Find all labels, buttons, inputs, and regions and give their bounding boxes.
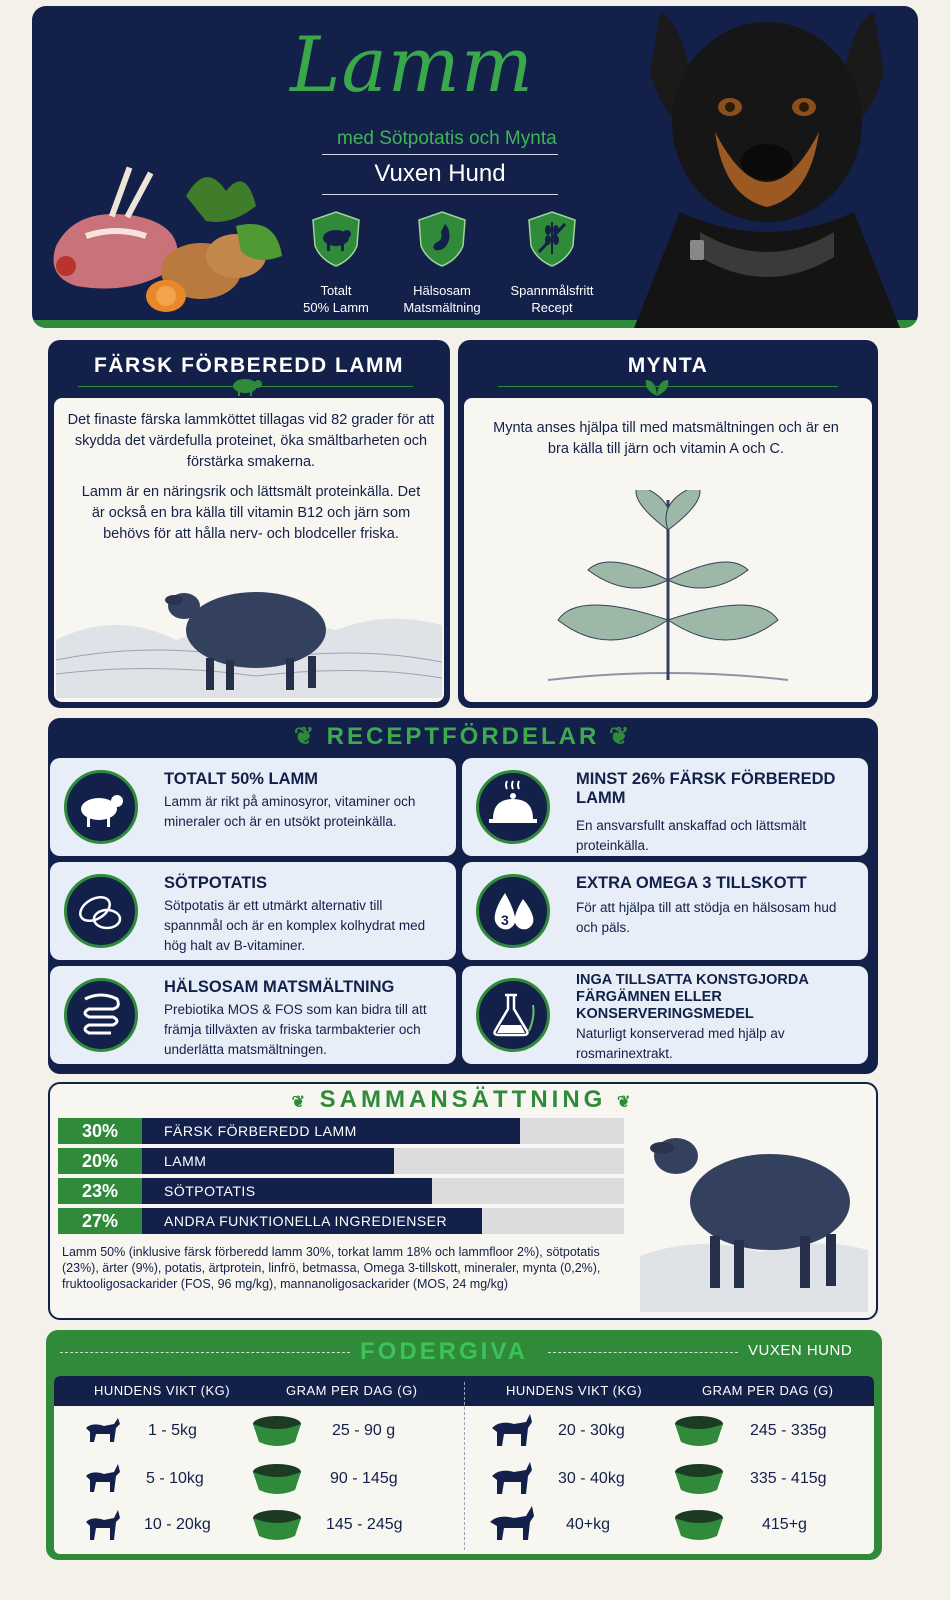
product-subtitle: med Sötpotatis och Mynta [337, 128, 557, 149]
sheep-icon [311, 210, 361, 268]
sheep-icon [64, 770, 138, 844]
composition-bar-percent: 23% [58, 1178, 142, 1204]
feeding-row [482, 1456, 862, 1502]
dog-icon [82, 1506, 122, 1544]
leaf-icon [642, 376, 672, 398]
food-bowl-icon [672, 1412, 726, 1448]
food-bowl-icon [672, 1460, 726, 1496]
mint-paragraph: Mynta anses hjälpa till med matsmältningen och är en bra källa till järn och vitamin A och C. [493, 420, 839, 457]
column-header-weight: HUNDENS VIKT (KG) [506, 1383, 643, 1398]
dog-weight: 1 - 5kg [148, 1422, 197, 1439]
badge-total-lamb [276, 210, 396, 316]
dog-icon [486, 1502, 538, 1544]
grams-per-day: 25 - 90 g [332, 1422, 396, 1439]
food-bowl-icon [250, 1412, 304, 1448]
leaf-icon: ❦ [609, 723, 633, 750]
grams-per-day: 145 - 245g [326, 1516, 403, 1533]
benefit-card [462, 966, 868, 1064]
benefit-title: HÄLSOSAM MATSMÄLTNING [164, 978, 395, 996]
benefit-card [462, 862, 868, 960]
composition-bar-label: SÖTPOTATIS [164, 1183, 256, 1199]
grams-per-day: 245 - 335g [750, 1422, 827, 1439]
food-bowl-icon [672, 1506, 726, 1542]
feeding-row [70, 1408, 450, 1454]
dog-icon [82, 1460, 122, 1496]
dog-weight: 20 - 30kg [558, 1422, 625, 1439]
flask-icon [476, 978, 550, 1052]
composition-title-text: SAMMANSÄTTNING [319, 1086, 607, 1113]
composition-bar [58, 1148, 624, 1174]
benefit-description: En ansvarsfullt anskaffad och lättsmält proteinkälla. [576, 818, 807, 853]
product-title: Lamm [290, 20, 534, 109]
divider [548, 1352, 738, 1353]
ingredient-list: Lamm 50% (inklusive färsk förberedd lamm 30%, torkat lamm 18% och lammfloor 2%), sötpotatis (23%), ärter (9%), potatis, ärtprotein, linfrö, betmassa, Omega 3-tillskott, mineraler, mynta (0,2%), fruktooligosackarider (FOS, 96 mg/kg), mannanoligosackarider (MOS, 24 mg/kg) [62, 1245, 601, 1291]
dog-weight: 5 - 10kg [146, 1470, 204, 1487]
food-bowl-icon [250, 1460, 304, 1496]
cloche-icon [476, 770, 550, 844]
panel-title: MYNTA [627, 354, 709, 377]
badge-grain-free [492, 210, 612, 316]
benefit-description: Sötpotatis är ett utmärkt alternativ till spannmål och är en komplex kolhydrat med hög halt av B-vitaminer. [164, 898, 426, 953]
benefit-description: Naturligt konserverad med hjälp av rosmarinextrakt. [576, 1026, 785, 1061]
grams-per-day: 335 - 415g [750, 1470, 827, 1487]
hero-banner [32, 6, 918, 328]
badge-label: Hälsosam Matsmältning [403, 283, 481, 315]
benefit-title: INGA TILLSATTA KONSTGJORDA FÄRGÄMNEN ELLER KONSERVERINGSMEDEL [576, 972, 809, 1022]
leaf-icon: ❦ [291, 1094, 309, 1111]
benefits-title-text: RECEPTFÖRDELAR [326, 723, 600, 750]
benefit-description: Prebiotika MOS & FOS som kan bidra till att främja tillväxten av friska tarmbakterier och underlätta matsmältningen. [164, 1002, 427, 1057]
composition-bar-label: ANDRA FUNKTIONELLA INGREDIENSER [164, 1213, 448, 1229]
food-bowl-icon [250, 1506, 304, 1542]
mint-plant-illustration [538, 490, 798, 694]
badge-label: Spannmålsfritt Recept [510, 283, 594, 315]
leaf-icon: ❦ [293, 723, 317, 750]
composition-bar-percent: 30% [58, 1118, 142, 1144]
benefit-card [50, 966, 456, 1064]
benefit-card [462, 758, 868, 856]
oil-drops-icon [476, 874, 550, 948]
doberman-image [620, 12, 914, 328]
feeding-subtitle: VUXEN HUND [748, 1342, 853, 1359]
lamb-paragraph-1: Det finaste färska lammköttet tillagas vid 82 grader för att skydda det värdefulla proteinet, öka smältbarheten och förstärka smakerna. [67, 412, 435, 470]
composition-bar-percent: 20% [58, 1148, 142, 1174]
dog-weight: 10 - 20kg [144, 1516, 211, 1533]
composition-title [48, 1086, 878, 1114]
sheep-icon [230, 376, 264, 396]
sheep-illustration [640, 1116, 868, 1312]
column-header-weight: HUNDENS VIKT (KG) [94, 1383, 231, 1398]
lamb-paragraph-2: Lamm är en näringsrik och lättsmält proteinkälla. Det är också en bra källa till vitamin B12 och järn som behövs för att hålla nerv- och blodceller friska. [81, 484, 421, 542]
divider [322, 194, 558, 195]
grain-free-icon [527, 210, 577, 268]
product-life-stage: Vuxen Hund [374, 160, 506, 187]
feeding-row [70, 1502, 450, 1548]
leaf-icon: ❦ [617, 1094, 635, 1111]
svg-text:3: 3 [501, 912, 509, 928]
composition-bar-label: FÄRSK FÖRBEREDD LAMM [164, 1123, 357, 1139]
dog-icon [82, 1414, 122, 1448]
composition-bar-label: LAMM [164, 1153, 207, 1169]
benefit-title: MINST 26% FÄRSK FÖRBEREDD LAMM [576, 770, 836, 807]
feeding-title: FODERGIVA [360, 1338, 528, 1365]
sheep-illustration [56, 570, 442, 698]
dog-weight: 30 - 40kg [558, 1470, 625, 1487]
benefit-title: EXTRA OMEGA 3 TILLSKOTT [576, 874, 807, 892]
divider [322, 154, 558, 155]
sweet-potato-icon [64, 874, 138, 948]
composition-bar [58, 1118, 624, 1144]
divider [60, 1352, 350, 1353]
badge-digestion [382, 210, 502, 316]
benefit-card [50, 862, 456, 960]
panel-mint [458, 340, 878, 708]
panel-fresh-lamb [48, 340, 450, 708]
composition-bar [58, 1208, 624, 1234]
feeding-row [482, 1408, 862, 1454]
benefit-description: För att hjälpa till att stödja en hälsosam hud och päls. [576, 900, 837, 935]
dog-weight: 40+kg [566, 1516, 611, 1533]
benefit-card [50, 758, 456, 856]
column-divider [464, 1382, 465, 1550]
feeding-row [70, 1456, 450, 1502]
column-header-grams: GRAM PER DAG (G) [702, 1383, 834, 1398]
column-header-grams: GRAM PER DAG (G) [286, 1383, 418, 1398]
benefit-title: SÖTPOTATIS [164, 874, 267, 892]
dog-icon [488, 1410, 536, 1450]
lamb-and-vegetables-image [36, 156, 286, 316]
composition-bar [58, 1178, 624, 1204]
badge-label: Totalt 50% Lamm [303, 283, 369, 315]
benefits-title [48, 722, 878, 751]
feeding-row [482, 1502, 862, 1548]
composition-bar-percent: 27% [58, 1208, 142, 1234]
stomach-icon [417, 210, 467, 268]
dog-icon [488, 1458, 536, 1498]
grams-per-day: 415+g [762, 1516, 807, 1533]
grams-per-day: 90 - 145g [330, 1470, 398, 1487]
intestine-icon [64, 978, 138, 1052]
panel-title: FÄRSK FÖRBEREDD LAMM [94, 354, 404, 377]
benefit-description: Lamm är rikt på aminosyror, vitaminer och mineraler och är en utsökt proteinkälla. [164, 794, 416, 829]
benefit-title: TOTALT 50% LAMM [164, 770, 318, 788]
